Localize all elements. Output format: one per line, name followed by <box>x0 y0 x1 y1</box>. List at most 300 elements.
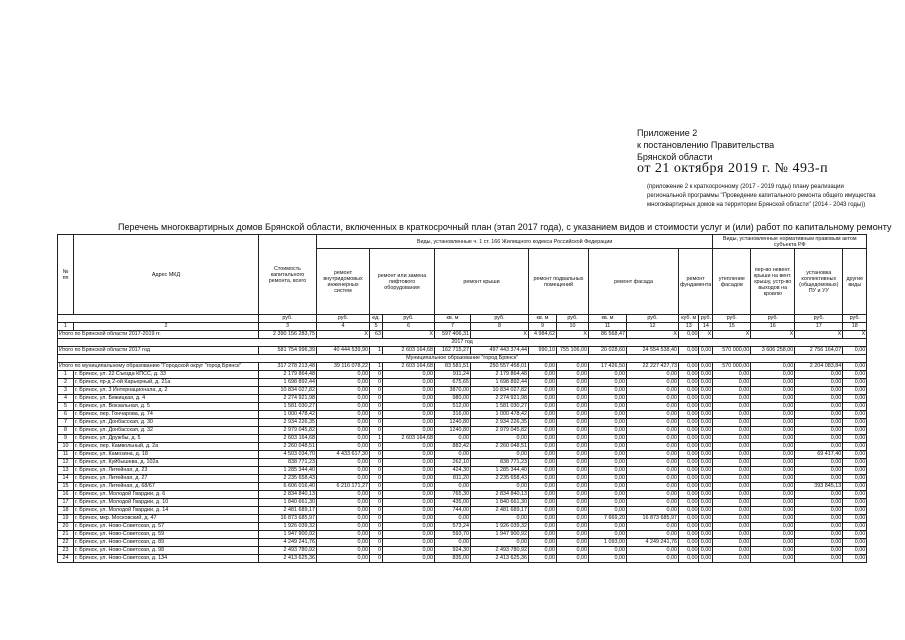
table-cell: 0,00 <box>529 395 557 403</box>
table-cell: 0,00 <box>751 443 795 451</box>
table-cell: 0,00 <box>843 491 867 499</box>
table-cell: 2 834 840,13 <box>471 491 529 499</box>
column-number: 12 <box>627 323 679 331</box>
table-cell: 0,00 <box>627 555 679 563</box>
summary-value: 83 581,51 <box>435 363 471 371</box>
table-cell: 0,00 <box>383 483 435 491</box>
table-cell: 0,00 <box>383 451 435 459</box>
table-cell: 0,00 <box>557 451 589 459</box>
summary-value: X <box>699 331 713 339</box>
table-cell: 14 <box>58 475 74 483</box>
summary-value: X <box>627 331 679 339</box>
summary-value: 162 715,27 <box>435 347 471 355</box>
table-cell: 24 <box>58 555 74 563</box>
table-row <box>58 531 867 539</box>
table-cell: 0,00 <box>383 539 435 547</box>
table-cell: 0,00 <box>529 523 557 531</box>
table-cell: 2 260 048,51 <box>471 443 529 451</box>
table-cell: 0,00 <box>317 555 370 563</box>
table-cell: 0,00 <box>557 555 589 563</box>
table-cell: 0,00 <box>843 467 867 475</box>
column-number: 8 <box>471 323 529 331</box>
table-cell: 0,00 <box>751 467 795 475</box>
table-cell: 2 274 921,98 <box>471 395 529 403</box>
summary-value: X <box>843 331 867 339</box>
table-cell: 0,00 <box>529 427 557 435</box>
table-row <box>58 555 867 563</box>
table-row <box>58 403 867 411</box>
table-cell: 0,00 <box>317 515 370 523</box>
table-cell: 0,00 <box>843 531 867 539</box>
table-cell: 0,00 <box>679 419 699 427</box>
table-cell: 2 481 689,17 <box>259 507 317 515</box>
table-cell: 0,00 <box>317 467 370 475</box>
table-cell: 0,00 <box>557 371 589 379</box>
table-cell: 0,00 <box>713 483 751 491</box>
table-cell: 0,00 <box>843 515 867 523</box>
table-cell: 0,00 <box>795 555 843 563</box>
table-cell: 0,00 <box>627 523 679 531</box>
address-cell: г. Брянск, пер. Камвольный, д. 2а <box>74 443 259 451</box>
summary-label: Итого по муниципальному образованию "Городской округ "город Брянск" <box>58 363 259 371</box>
table-cell: 0,00 <box>557 467 589 475</box>
unit-cell: руб. <box>751 315 795 323</box>
table-cell: 19 <box>58 515 74 523</box>
table-cell: 0,00 <box>700 411 712 417</box>
table-cell: 2 179 864,48 <box>259 371 317 379</box>
summary-value: 40 444 539,90 <box>317 347 370 355</box>
table-cell: 21 <box>58 531 74 539</box>
table-cell: 0 <box>370 403 383 411</box>
table-cell: 0,00 <box>843 555 867 563</box>
table-cell: 0 <box>370 371 383 379</box>
table-cell: 0,00 <box>843 403 867 411</box>
table-cell: 0,00 <box>435 515 471 523</box>
table-row <box>58 539 867 547</box>
repair-plan-table <box>57 234 867 563</box>
table-cell: 744,00 <box>435 507 471 515</box>
table-cell: 0,00 <box>383 443 435 451</box>
col-group-code: Виды, установленные ч. 1 ст. 166 Жилищного кодекса Российской Федерации <box>317 235 713 249</box>
table-cell: 23 <box>58 547 74 555</box>
summary-label: Итого по Брянской области 2017 год <box>58 347 259 355</box>
table-cell: 0,00 <box>627 419 679 427</box>
table-cell: 7 669,20 <box>589 515 627 523</box>
table-cell: 0,00 <box>557 491 589 499</box>
column-number: 11 <box>589 323 627 331</box>
table-cell: 0,00 <box>679 531 699 539</box>
table-cell: 1 <box>58 371 74 379</box>
table-cell: 0,00 <box>713 371 751 379</box>
table-cell: 0,00 <box>795 403 843 411</box>
table-cell: 0,00 <box>627 443 679 451</box>
summary-value: 2 756 164,07 <box>795 347 843 355</box>
table-cell: 593,70 <box>435 531 471 539</box>
table-cell: 2 260 048,51 <box>259 443 317 451</box>
table-cell: 0,00 <box>627 395 679 403</box>
table-cell: 0,00 <box>713 539 751 547</box>
table-cell: 8 <box>58 427 74 435</box>
summary-value: 0,00 <box>679 347 699 355</box>
address-cell: г. Брянск, пер. Гончарова, д. 74 <box>74 411 259 419</box>
table-cell: 0,00 <box>529 467 557 475</box>
table-cell: 0,00 <box>529 515 557 523</box>
table-cell: 0 <box>370 443 383 451</box>
table-cell: 0 <box>370 547 383 555</box>
summary-value: 597 406,31 <box>435 331 471 339</box>
col-num: № пп <box>58 235 74 315</box>
table-cell: 0,00 <box>383 547 435 555</box>
summary-value: 2 603 164,68 <box>383 363 435 371</box>
table-cell: 316,00 <box>435 411 471 419</box>
table-cell: 1 698 892,44 <box>259 379 317 387</box>
table-cell: 2 413 625,36 <box>471 555 529 563</box>
column-number: 6 <box>383 323 435 331</box>
table-cell: 0,00 <box>843 371 867 379</box>
summary-value: 24 554 538,40 <box>627 347 679 355</box>
table-cell: 0,00 <box>383 419 435 427</box>
table-cell: 0,00 <box>700 507 712 513</box>
table-cell: 0,00 <box>700 547 712 553</box>
year-band-label: 2017 год <box>58 339 867 347</box>
unit-cell: кв. м <box>529 315 557 323</box>
table-cell: 4 249 241,76 <box>627 539 679 547</box>
col-roof-conversion: пер-во невент. крыши на вент. крышу, устр-во выходов на кровлю <box>751 249 795 315</box>
summary-value: 497 443 374,44 <box>471 347 529 355</box>
table-cell: 0,00 <box>529 483 557 491</box>
table-cell: 0,00 <box>317 435 370 443</box>
table-cell: 2 603 164,68 <box>259 435 317 443</box>
table-cell: 0,00 <box>700 539 712 545</box>
table-cell: 0,00 <box>317 531 370 539</box>
table-cell: 0,00 <box>795 499 843 507</box>
summary-value: X <box>383 331 435 339</box>
table-cell: 0,00 <box>795 467 843 475</box>
summary-value: 570 000,00 <box>713 363 751 371</box>
column-number: 3 <box>259 323 317 331</box>
table-cell: 0,00 <box>679 507 699 515</box>
table-cell: 0,00 <box>317 403 370 411</box>
table-cell: 0,00 <box>589 531 627 539</box>
unit-cell: руб. <box>557 315 589 323</box>
table-cell: 0,00 <box>529 531 557 539</box>
col-facade: ремонт фасада <box>589 249 679 315</box>
summary-value: 39 116 078,22 <box>317 363 370 371</box>
table-cell: 0,00 <box>557 459 589 467</box>
summary-value: 250 557 458,01 <box>471 363 529 371</box>
table-cell: 0,00 <box>529 499 557 507</box>
table-cell: 0,00 <box>383 395 435 403</box>
table-cell: 0,00 <box>627 451 679 459</box>
summary-value: 755 106,00 <box>557 347 589 355</box>
table-cell: 1 285 344,40 <box>471 467 529 475</box>
table-cell: 0,00 <box>679 435 699 443</box>
table-cell: 0,00 <box>713 427 751 435</box>
table-cell: 7 <box>58 419 74 427</box>
table-cell: 0,00 <box>843 523 867 531</box>
table-cell: 0,00 <box>700 435 712 441</box>
table-cell: 0,00 <box>751 379 795 387</box>
table-cell: 0,00 <box>529 419 557 427</box>
col-lift: ремонт или замена лифтового оборудования <box>370 249 435 315</box>
summary-value: 0,00 <box>679 331 699 339</box>
table-cell: 0 <box>370 531 383 539</box>
table-cell: 0,00 <box>589 467 627 475</box>
table-cell: 0,00 <box>557 515 589 523</box>
table-cell: 0 <box>370 467 383 475</box>
table-cell: 0 <box>370 499 383 507</box>
table-cell: 0,00 <box>795 459 843 467</box>
summary-value: 2 204 083,84 <box>795 363 843 371</box>
table-cell: 0 <box>370 491 383 499</box>
table-cell: 0,00 <box>713 523 751 531</box>
table-cell: 0,00 <box>589 499 627 507</box>
table-row <box>58 483 867 491</box>
table-cell: 1 285 344,40 <box>259 467 317 475</box>
table-cell: 0,00 <box>713 555 751 563</box>
address-cell: г. Брянск, ул. Литейная, д. 68/67 <box>74 483 259 491</box>
table-row <box>58 547 867 555</box>
table-cell: 16 <box>58 491 74 499</box>
table-cell: 0,00 <box>679 539 699 547</box>
table-cell: 0,00 <box>751 403 795 411</box>
unit-cell: руб. <box>259 315 317 323</box>
unit-cell: руб. <box>795 315 843 323</box>
column-number: 1 <box>58 323 74 331</box>
col-address: Адрес МКД <box>74 235 259 315</box>
address-cell: г. Брянск, ул. 22 Съезда КПСС, д. 33 <box>74 371 259 379</box>
table-cell: 0,00 <box>627 547 679 555</box>
summary-value: 63 <box>370 331 383 339</box>
table-cell: 0 <box>370 555 383 563</box>
table-cell: 18 <box>58 507 74 515</box>
address-cell: г. Брянск, ул. Бежицкая, д. 4 <box>74 395 259 403</box>
table-cell: 0,00 <box>589 379 627 387</box>
table-cell: 0,00 <box>700 483 712 489</box>
table-cell: 980,00 <box>435 395 471 403</box>
table-cell: 3870,00 <box>435 387 471 395</box>
table-cell: 0 <box>370 395 383 403</box>
table-row <box>58 411 867 419</box>
table-cell: 0,00 <box>317 427 370 435</box>
summary-value: 0,00 <box>843 363 867 371</box>
table-cell: 0,00 <box>529 507 557 515</box>
table-cell: 0,00 <box>317 507 370 515</box>
table-cell: 0,00 <box>679 515 699 523</box>
table-cell: 0,00 <box>713 451 751 459</box>
table-cell: 0,00 <box>843 419 867 427</box>
summary-value: X <box>317 331 370 339</box>
table-cell: 2 274 921,98 <box>259 395 317 403</box>
summary-value: 0,00 <box>700 347 712 353</box>
table-cell: 1 926 039,32 <box>259 523 317 531</box>
table-cell: 0,00 <box>317 523 370 531</box>
table-cell: 0,00 <box>751 387 795 395</box>
column-number: 14 <box>699 323 713 331</box>
table-cell: 0,00 <box>679 379 699 387</box>
summary-value: 1 <box>370 363 383 371</box>
table-cell: 0,00 <box>317 395 370 403</box>
table-cell: 1 <box>370 435 383 443</box>
table-cell: 1 000 478,42 <box>259 411 317 419</box>
table-cell: 0,00 <box>317 475 370 483</box>
table-cell: 1240,80 <box>435 427 471 435</box>
table-cell: 0,00 <box>679 451 699 459</box>
resolution-ref: к постановлению Правительства <box>637 140 775 150</box>
table-cell: 0,00 <box>383 491 435 499</box>
table-row <box>58 387 867 395</box>
table-cell: 0,00 <box>589 443 627 451</box>
table-cell: 0,00 <box>557 539 589 547</box>
table-cell: 0,00 <box>589 427 627 435</box>
table-cell: 0,00 <box>529 443 557 451</box>
col-internal-systems: ремонт внутридомовых инженерных систем <box>317 249 370 315</box>
table-cell: 0,00 <box>383 515 435 523</box>
address-cell: г. Брянск, ул. Литейная, д. 27 <box>74 475 259 483</box>
table-cell: 0,00 <box>751 499 795 507</box>
table-row <box>58 379 867 387</box>
table-cell: 0,00 <box>679 499 699 507</box>
table-cell: 0,00 <box>557 531 589 539</box>
table-cell: 0,00 <box>795 443 843 451</box>
table-cell: 0,00 <box>843 499 867 507</box>
summary-value: 20 028,60 <box>589 347 627 355</box>
table-cell: 0,00 <box>679 459 699 467</box>
summary-value: 0,00 <box>529 363 557 371</box>
table-cell: 3 <box>58 387 74 395</box>
table-cell: 0,00 <box>627 483 679 491</box>
table-cell: 0,00 <box>679 411 699 419</box>
table-cell: 0 <box>370 523 383 531</box>
table-cell: 0,00 <box>751 451 795 459</box>
table-cell: 0,00 <box>317 419 370 427</box>
table-cell: 911,24 <box>435 371 471 379</box>
address-cell: г. Брянск, ул. Молодой Гвардии, д. 10 <box>74 499 259 507</box>
municipality-band <box>58 355 867 363</box>
col-other: другие виды <box>843 249 867 315</box>
table-cell: 2 934 226,35 <box>259 419 317 427</box>
table-cell: 15 <box>58 483 74 491</box>
summary-value: X <box>471 331 529 339</box>
table-cell: 0,00 <box>627 499 679 507</box>
table-cell: 0,00 <box>700 419 712 425</box>
table-cell: 0,00 <box>627 411 679 419</box>
table-cell: 20 <box>58 523 74 531</box>
table-cell: 0,00 <box>589 371 627 379</box>
table-cell: 0,00 <box>529 547 557 555</box>
table-cell: 0,00 <box>713 507 751 515</box>
table-cell: 1 581 030,27 <box>259 403 317 411</box>
table-cell: 17 <box>58 499 74 507</box>
table-cell: 0,00 <box>713 475 751 483</box>
table-cell: 0,00 <box>529 411 557 419</box>
table-cell: 0,00 <box>795 547 843 555</box>
table-cell: 0,00 <box>317 443 370 451</box>
table-cell: 0,00 <box>589 403 627 411</box>
table-cell: 0,00 <box>795 507 843 515</box>
table-cell: 0,00 <box>557 483 589 491</box>
table-cell: 0,00 <box>557 523 589 531</box>
table-cell: 0,00 <box>383 523 435 531</box>
table-cell: 0,00 <box>383 475 435 483</box>
table-cell: 0,00 <box>557 499 589 507</box>
table-cell: 0 <box>370 451 383 459</box>
table-cell: 0,00 <box>529 379 557 387</box>
table-cell: 1 698 892,44 <box>471 379 529 387</box>
table-cell: 0,00 <box>795 411 843 419</box>
table-cell: 0,00 <box>557 403 589 411</box>
table-cell: 0 <box>370 419 383 427</box>
table-cell: 0,00 <box>435 451 471 459</box>
summary-value: 570 000,00 <box>713 347 751 355</box>
units-row <box>58 315 867 323</box>
table-cell: 0,00 <box>700 467 712 473</box>
summary-value: 1 <box>370 347 383 355</box>
column-number: 16 <box>751 323 795 331</box>
table-cell: 0,00 <box>795 387 843 395</box>
table-cell: 811,20 <box>435 475 471 483</box>
table-cell: 0,00 <box>795 475 843 483</box>
unit-cell: руб. <box>713 315 751 323</box>
table-cell: 2 235 658,43 <box>259 475 317 483</box>
address-cell: г. Брянск, ул. Куйбышева, д. 102а <box>74 459 259 467</box>
table-cell: 0,00 <box>700 451 712 457</box>
table-cell: 0,00 <box>317 539 370 547</box>
table-cell: 0,00 <box>383 467 435 475</box>
table-cell: 0,00 <box>679 483 699 491</box>
region-name: Брянской области <box>637 152 713 162</box>
table-cell: 0,00 <box>471 435 529 443</box>
table-cell: 0,00 <box>383 499 435 507</box>
address-cell: г. Брянск, ул. Ново-Советская, д. 59 <box>74 531 259 539</box>
table-cell: 0,00 <box>627 379 679 387</box>
table-cell: 2 603 164,68 <box>383 435 435 443</box>
table-cell: 0,00 <box>843 387 867 395</box>
table-row <box>58 443 867 451</box>
table-cell: 435,00 <box>435 499 471 507</box>
table-cell: 0,00 <box>529 555 557 563</box>
address-cell: г. Брянск, ул. Вокзальная, д. 5 <box>74 403 259 411</box>
table-cell: 2 979 045,82 <box>259 427 317 435</box>
table-cell: 0,00 <box>751 515 795 523</box>
table-cell: 0,00 <box>843 459 867 467</box>
summary-value: 990,10 <box>529 347 557 355</box>
table-cell: 835,00 <box>435 555 471 563</box>
table-cell: 0,00 <box>471 515 529 523</box>
table-cell: 0,00 <box>679 475 699 483</box>
table-cell: 2 413 625,36 <box>259 555 317 563</box>
table-cell: 0,00 <box>713 443 751 451</box>
table-cell: 0 <box>370 387 383 395</box>
col-basement: ремонт подвальных помещений <box>529 249 589 315</box>
table-cell: 0,00 <box>383 411 435 419</box>
table-cell: 1 840 661,30 <box>471 499 529 507</box>
table-cell: 0,00 <box>679 427 699 435</box>
column-number: 10 <box>557 323 589 331</box>
table-cell: 0,00 <box>751 547 795 555</box>
table-cell: 0,00 <box>700 371 712 377</box>
unit-cell: куб. м <box>679 315 699 323</box>
table-cell: 0,00 <box>557 411 589 419</box>
table-cell: 0,00 <box>700 459 712 465</box>
address-cell: г. Брянск, ул. Ново-Советская, д. 134 <box>74 555 259 563</box>
table-cell: 0,00 <box>843 483 867 491</box>
table-cell: 1 581 030,27 <box>471 403 529 411</box>
table-cell: 0,00 <box>713 395 751 403</box>
summary-value: 86 568,47 <box>589 331 627 339</box>
table-cell: 0,00 <box>627 387 679 395</box>
table-cell: 0,00 <box>751 411 795 419</box>
